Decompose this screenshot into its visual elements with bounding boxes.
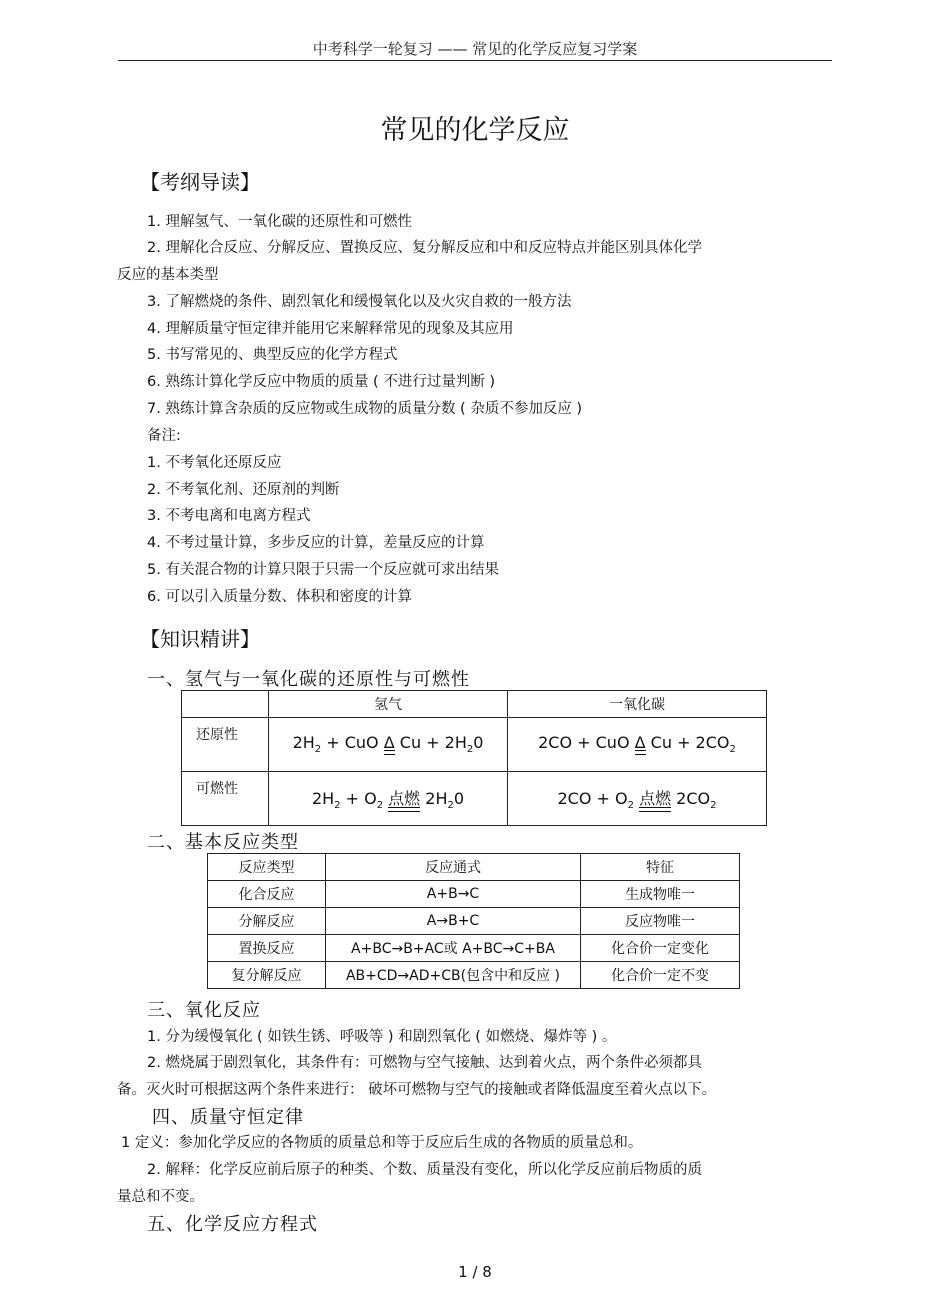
note-item: 5. 有关混合物的计算只限于只需一个反应就可求出结果 xyxy=(147,562,499,578)
table-cell: 化合反应 xyxy=(208,881,326,908)
guide-item: 4. 理解质量守恒定律并能用它来解释常见的现象及其应用 xyxy=(147,321,514,337)
paragraph: 2. 燃烧属于剧烈氧化，其条件有：可燃物与空气接触、达到着火点，两个条件必须都具 xyxy=(147,1055,702,1071)
table-cell: A→B+C xyxy=(326,908,581,935)
equation-h2-combustion: $2H_2 + O_2$ 点燃 $2H_20$ xyxy=(269,772,508,826)
guide-item: 2. 理解化合反应、分解反应、置换反应、复分解反应和中和反应特点并能区别具体化学 xyxy=(147,240,702,256)
col-header-h2: 氢气 xyxy=(269,691,508,718)
section-5-title: 五、化学反应方程式 xyxy=(147,1214,318,1235)
ignite-condition: 点燃 xyxy=(388,786,420,809)
table-header-cell: 反应类型 xyxy=(208,854,326,881)
paragraph: 1. 分为缓慢氧化 ( 如铁生锈、呼吸等 ) 和剧烈氧化 ( 如燃烧、爆炸等 ) 。 xyxy=(147,1029,617,1045)
guide-item: 6. 熟练计算化学反应中物质的质量 ( 不进行过量判断 ) xyxy=(147,374,496,390)
page-header: 中考科学一轮复习 —— 常见的化学反应复习学案 xyxy=(312,40,638,58)
page-title: 常见的化学反应 xyxy=(380,115,570,146)
table-cell: A+BC→B+AC或 A+BC→C+BA xyxy=(326,935,581,962)
table-cell: 化合价一定变化 xyxy=(581,935,740,962)
table-cell: 生成物唯一 xyxy=(581,881,740,908)
guide-item: 5. 书写常见的、典型反应的化学方程式 xyxy=(147,347,398,363)
table-cell: 置换反应 xyxy=(208,935,326,962)
row-label-reducing: 还原性 xyxy=(182,718,269,772)
section-1-title: 一、氢气与一氧化碳的还原性与可燃性 xyxy=(147,669,470,690)
h2-co-table xyxy=(181,690,767,826)
table-cell: 复分解反应 xyxy=(208,962,326,989)
table-header-cell: 反应通式 xyxy=(326,854,581,881)
table-row xyxy=(208,962,740,989)
table-cell: AB+CD→AD+CB(包含中和反应 ) xyxy=(326,962,581,989)
guide-item: 3. 了解燃烧的条件、剧烈氧化和缓慢氧化以及火灾自救的一般方法 xyxy=(147,294,572,310)
notes-label: 备注: xyxy=(147,428,181,444)
col-header-co: 一氧化碳 xyxy=(508,691,767,718)
heat-condition: Δ xyxy=(634,733,646,753)
header-rule xyxy=(118,60,832,61)
note-item: 2. 不考氧化剂、还原剂的判断 xyxy=(147,482,340,498)
knowledge-heading: 【知识精讲】 xyxy=(140,627,260,651)
section-3-title: 三、氧化反应 xyxy=(147,1000,261,1021)
paragraph: 备。灭火时可根据这两个条件来进行： 破坏可燃物与空气的接触或者降低温度至着火点以下。 xyxy=(117,1082,717,1098)
note-item: 3. 不考电离和电离方程式 xyxy=(147,508,311,524)
guide-item: 7. 熟练计算含杂质的反应物或生成物的质量分数 ( 杂质不参加反应 ) xyxy=(147,401,583,417)
ignite-condition: 点燃 xyxy=(639,786,671,809)
guide-heading: 【考纲导读】 xyxy=(140,170,260,194)
paragraph: 量总和不变。 xyxy=(117,1189,204,1205)
note-item: 4. 不考过量计算，多步反应的计算，差量反应的计算 xyxy=(147,535,485,551)
heat-condition: Δ xyxy=(383,733,395,753)
table-row xyxy=(208,881,740,908)
table-header-cell: 特征 xyxy=(581,854,740,881)
row-label-combustible: 可燃性 xyxy=(182,772,269,826)
table-cell: A+B→C xyxy=(326,881,581,908)
table-row xyxy=(208,908,740,935)
section-2-title: 二、基本反应类型 xyxy=(147,832,299,853)
note-item: 6. 可以引入质量分数、体积和密度的计算 xyxy=(147,589,412,605)
page-number: 1 / 8 xyxy=(458,1263,492,1281)
section-4-title: 四、质量守恒定律 xyxy=(152,1107,304,1128)
table-corner xyxy=(182,691,269,718)
table-cell: 化合价一定不变 xyxy=(581,962,740,989)
paragraph: 2. 解释：化学反应前后原子的种类、个数、质量没有变化，所以化学反应前后物质的质 xyxy=(147,1162,702,1178)
note-item: 1. 不考氧化还原反应 xyxy=(147,455,282,471)
table-row xyxy=(208,935,740,962)
table-cell: 反应物唯一 xyxy=(581,908,740,935)
equation-co-combustion: $2CO + O_2$ 点燃 $2CO_2$ xyxy=(508,772,767,826)
equation-h2-reduction: $2H_2$ + CuO Δ $Cu + 2H_20$ xyxy=(269,718,508,772)
paragraph: 1 定义：参加化学反应的各物质的质量总和等于反应后生成的各物质的质量总和。 xyxy=(121,1135,643,1151)
table-cell: 分解反应 xyxy=(208,908,326,935)
guide-item: 反应的基本类型 xyxy=(117,267,219,283)
guide-item: 1. 理解氢气、一氧化碳的还原性和可燃性 xyxy=(147,214,412,230)
reaction-types-table xyxy=(207,853,740,989)
equation-co-reduction: 2CO + CuO Δ $Cu + 2CO_2$ xyxy=(508,718,767,772)
